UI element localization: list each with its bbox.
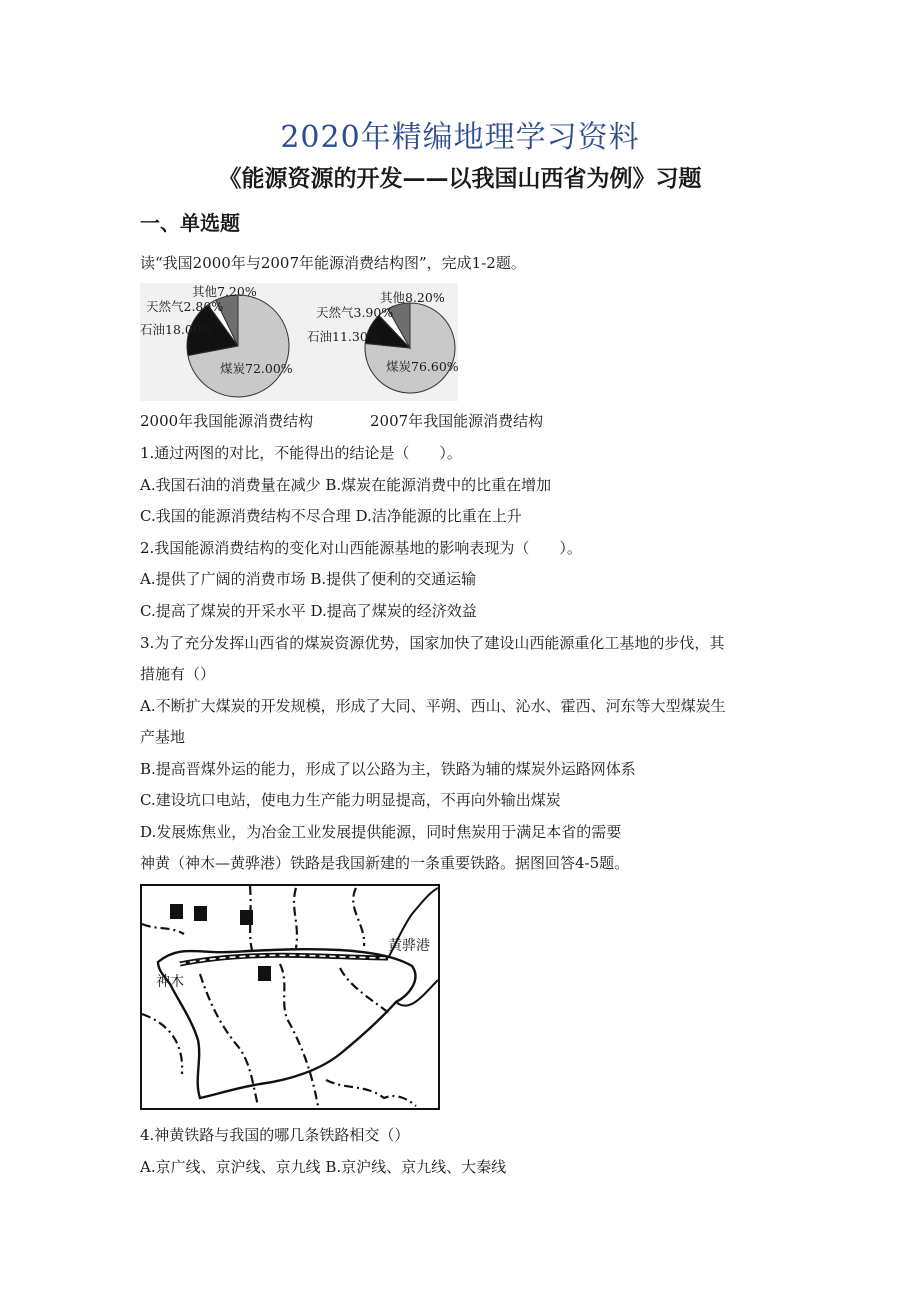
map-frame bbox=[141, 885, 439, 1109]
coal-base-marker bbox=[170, 904, 183, 919]
map-label-huanghua: 黄骅港 bbox=[388, 938, 430, 954]
question-line: 措施有（） bbox=[140, 665, 216, 683]
question-line: A.京广线、京沪线、京九线 B.京沪线、京九线、大秦线 bbox=[140, 1158, 507, 1176]
pie0-caption: 2000年我国能源消费结构 bbox=[140, 412, 314, 430]
pie0-label-coal: 煤炭72.00% bbox=[220, 361, 293, 376]
question-line: 神黄（神木—黄骅港）铁路是我国新建的一条重要铁路。据图回答4-5题。 bbox=[140, 854, 630, 872]
document-title: 《能源资源的开发——以我国山西省为例》习题 bbox=[218, 165, 702, 192]
pie-charts-svg bbox=[140, 283, 458, 401]
energy-structure-figure bbox=[140, 283, 458, 405]
question-line: 产基地 bbox=[140, 728, 186, 746]
coal-base-marker bbox=[240, 910, 253, 925]
question-line: A.提供了广阔的消费市场 B.提供了便利的交通运输 bbox=[140, 570, 477, 588]
pie1-label-oil: 石油11.30% bbox=[307, 329, 380, 344]
coal-base-marker bbox=[194, 906, 207, 921]
question-line: C.我国的能源消费结构不尽合理 D.洁净能源的比重在上升 bbox=[140, 507, 522, 525]
pie0-label-gas: 天然气2.80% bbox=[146, 299, 224, 314]
railway-map-svg bbox=[140, 884, 440, 1110]
question-line: 1.通过两图的对比，不能得出的结论是（ ）。 bbox=[140, 444, 462, 462]
map-label-shenmu: 神木 bbox=[156, 974, 184, 990]
question-line: 2.我国能源消费结构的变化对山西能源基地的影响表现为（ ）。 bbox=[140, 539, 582, 557]
header-title: 2020年精编地理学习资料 bbox=[280, 120, 640, 155]
section-title: 一、单选题 bbox=[140, 211, 240, 235]
pie1-label-coal: 煤炭76.60% bbox=[386, 359, 458, 374]
intro-text: 读“我国2000年与2007年能源消费结构图”，完成1-2题。 bbox=[140, 254, 526, 272]
pie1-label-gas: 天然气3.90% bbox=[316, 305, 394, 320]
coal-base-marker bbox=[258, 966, 271, 981]
pie0-label-other: 其他7.20% bbox=[192, 284, 257, 299]
question-line: A.我国石油的消费量在减少 B.煤炭在能源消费中的比重在增加 bbox=[140, 476, 552, 494]
question-line: C.建设坑口电站，使电力生产能力明显提高，不再向外输出煤炭 bbox=[140, 791, 561, 809]
pie1-caption: 2007年我国能源消费结构 bbox=[370, 412, 544, 430]
railway-map-figure bbox=[140, 884, 440, 1114]
pie0-label-oil: 石油18.00% bbox=[140, 322, 213, 337]
pie1-label-other: 其他8.20% bbox=[380, 290, 445, 305]
question-line: B.提高晋煤外运的能力，形成了以公路为主，铁路为辅的煤炭外运路网体系 bbox=[140, 760, 636, 778]
question-line: 4.神黄铁路与我国的哪几条铁路相交（） bbox=[140, 1126, 410, 1144]
question-line: C.提高了煤炭的开采水平 D.提高了煤炭的经济效益 bbox=[140, 602, 477, 620]
question-line: 3.为了充分发挥山西省的煤炭资源优势，国家加快了建设山西能源重化工基地的步伐，其 bbox=[140, 634, 725, 652]
question-line: D.发展炼焦业，为冶金工业发展提供能源，同时焦炭用于满足本省的需要 bbox=[140, 823, 622, 841]
question-line: A.不断扩大煤炭的开发规模，形成了大同、平朔、西山、沁水、霍西、河东等大型煤炭生 bbox=[140, 697, 726, 715]
